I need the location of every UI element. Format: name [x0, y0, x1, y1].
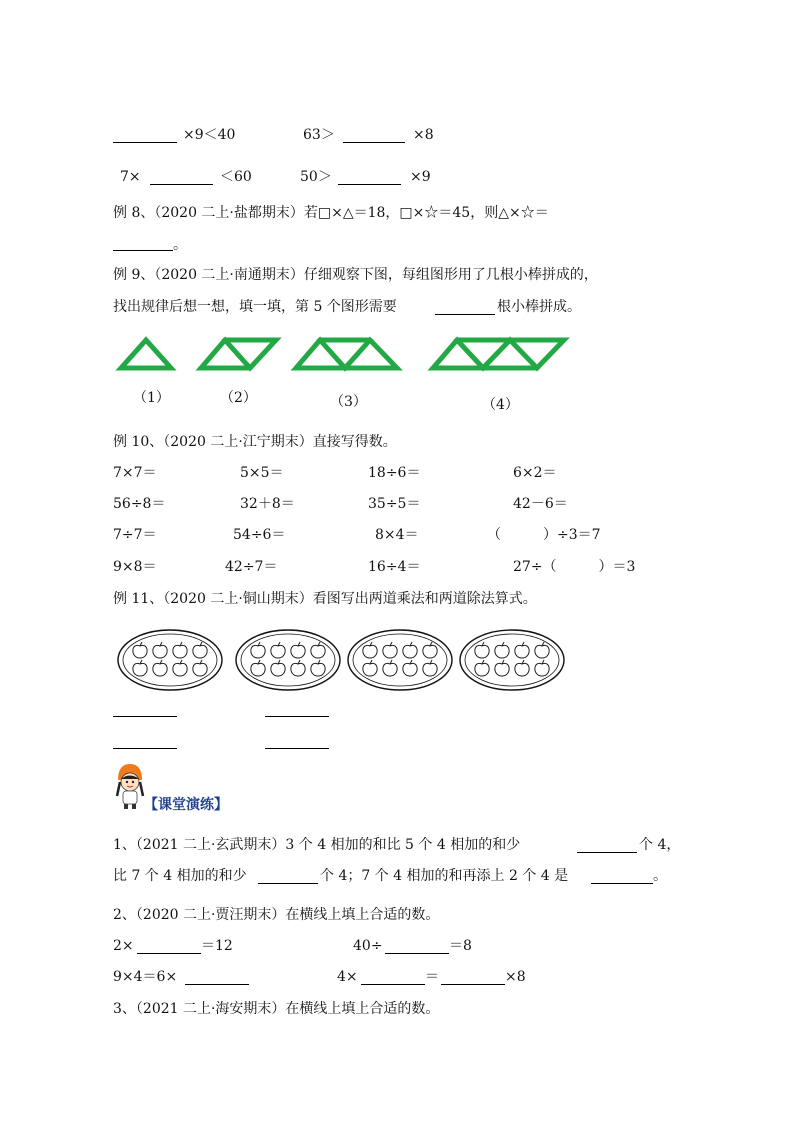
q2-blank-3[interactable]	[185, 984, 249, 985]
ex8-blank[interactable]	[113, 250, 173, 251]
apple-icon	[535, 642, 549, 658]
q1-text-e: 。	[653, 868, 667, 884]
apple-icon	[133, 660, 147, 676]
expr-r2c: 50＞	[300, 169, 332, 185]
apple-plate	[236, 630, 340, 690]
blank-4[interactable]	[338, 184, 401, 185]
answer-blank-2[interactable]	[265, 716, 329, 717]
q2-r2a: 9×4＝6×	[113, 969, 178, 985]
q2-blank-2[interactable]	[385, 953, 449, 954]
ex9-line2b: 根小棒拼成。	[497, 299, 581, 315]
apple-icon	[193, 660, 207, 676]
calc-r3c4: （ ）÷3＝7	[487, 527, 601, 543]
apple-plate	[460, 630, 564, 690]
q2-text: 2、（2020 二上·贾汪期末）在横线上填上合适的数。	[113, 907, 440, 923]
calc-r3c2: 54÷6＝	[233, 527, 286, 543]
calc-r3c3: 8×4＝	[375, 527, 419, 543]
apple-icon	[403, 642, 417, 658]
expr-r1b: 63＞	[303, 127, 335, 143]
figure-label-3: （3）	[330, 394, 367, 410]
calc-r2c1: 56÷8＝	[113, 496, 166, 512]
q2-r1d: ＝8	[449, 938, 472, 954]
answer-blank-1[interactable]	[113, 716, 177, 717]
calc-r2c3: 35÷5＝	[368, 496, 421, 512]
figure-label-1: （1）	[133, 390, 170, 406]
apple-icon	[173, 642, 187, 658]
apple-icon	[153, 660, 167, 676]
calc-r2c4: 42－6＝	[513, 496, 568, 512]
blank-2[interactable]	[343, 142, 405, 143]
q2-r2b: 4×	[337, 969, 358, 985]
apple-icon	[291, 660, 305, 676]
ex11-title: 例 11、（2020 二上·铜山期末）看图写出两道乘法和两道除法算式。	[113, 591, 537, 607]
apple-icon	[291, 642, 305, 658]
apple-icon	[133, 642, 147, 658]
q1-blank-3[interactable]	[591, 883, 653, 884]
apple-icon	[475, 660, 489, 676]
blank-1[interactable]	[113, 142, 177, 143]
apple-icon	[271, 660, 285, 676]
apple-plates	[0, 626, 794, 696]
figure-label-2: （2）	[220, 390, 257, 406]
answer-blank-4[interactable]	[265, 748, 329, 749]
apple-icon	[515, 642, 529, 658]
ex9-blank[interactable]	[435, 314, 495, 315]
q2-r1b: ＝12	[201, 938, 233, 954]
apple-icon	[193, 642, 207, 658]
apple-icon	[363, 660, 377, 676]
ex8-text: 例 8、（2020 二上·盐都期末）若□×△＝18，□×☆＝45，则△×☆＝	[113, 205, 549, 221]
figure-1	[121, 340, 171, 368]
q1-blank-2[interactable]	[258, 883, 318, 884]
answer-blank-3[interactable]	[113, 748, 177, 749]
figure-label-4: （4）	[482, 397, 519, 413]
apple-icon	[515, 660, 529, 676]
ex10-title: 例 10、（2020 二上·江宁期末）直接写得数。	[113, 434, 397, 450]
ex9-line2a: 找出规律后想一想，填一填，第 5 个图形需要	[113, 299, 397, 315]
calc-r1c2: 5×5＝	[240, 465, 284, 481]
q2-r2d: ×8	[505, 969, 526, 985]
apple-icon	[311, 642, 325, 658]
triangle-figures	[0, 332, 794, 392]
figure-4	[433, 340, 564, 368]
q2-blank-5[interactable]	[441, 984, 505, 985]
expr-r1c: ×8	[413, 127, 434, 143]
figure-2	[201, 340, 276, 368]
calc-r1c3: 18÷6＝	[368, 465, 421, 481]
apple-icon	[311, 660, 325, 676]
q1-blank-1[interactable]	[577, 852, 637, 853]
blank-3[interactable]	[150, 184, 213, 185]
apple-icon	[423, 642, 437, 658]
calc-r4c1: 9×8＝	[113, 559, 157, 575]
ex8-end: 。	[173, 237, 187, 253]
q1-text-d: 个 4；7 个 4 相加的和再添上 2 个 4 是	[320, 868, 569, 884]
q1-text-b: 个 4，	[639, 837, 681, 853]
calc-r4c4: 27÷（ ）＝3	[513, 559, 636, 575]
q2-r2c: ＝	[425, 969, 439, 985]
apple-icon	[495, 642, 509, 658]
calc-r1c1: 7×7＝	[113, 465, 157, 481]
calc-r4c3: 16÷4＝	[368, 559, 421, 575]
ex9-line1: 例 9、（2020 二上·南通期末）仔细观察下图，每组图形用了几根小棒拼成的，	[113, 267, 598, 283]
q2-blank-1[interactable]	[137, 953, 201, 954]
expr-r2d: ×9	[410, 169, 431, 185]
apple-icon	[173, 660, 187, 676]
expr-r1a: ×9＜40	[183, 127, 236, 143]
q3-text: 3、（2021 二上·海安期末）在横线上填上合适的数。	[113, 1001, 440, 1017]
apple-icon	[363, 642, 377, 658]
q1-text-a: 1、（2021 二上·玄武期末）3 个 4 相加的和比 5 个 4 相加的和少	[113, 837, 521, 853]
apple-icon	[423, 660, 437, 676]
figure-3	[296, 340, 397, 368]
apple-plate	[118, 630, 222, 690]
calc-r4c2: 42÷7＝	[225, 559, 278, 575]
q1-text-c: 比 7 个 4 相加的和少	[113, 868, 247, 884]
q2-blank-4[interactable]	[361, 984, 425, 985]
expr-r2b: ＜60	[220, 169, 252, 185]
apple-icon	[271, 642, 285, 658]
apple-icon	[153, 642, 167, 658]
apple-plate	[348, 630, 452, 690]
expr-r2a: 7×	[120, 169, 141, 185]
mascot-girl-icon	[112, 762, 148, 810]
q2-r1c: 40÷	[353, 938, 383, 954]
apple-icon	[403, 660, 417, 676]
q2-r1a: 2×	[113, 938, 134, 954]
apple-icon	[475, 642, 489, 658]
calc-r1c4: 6×2＝	[513, 465, 557, 481]
apple-icon	[251, 642, 265, 658]
calc-r3c1: 7÷7＝	[113, 527, 157, 543]
apple-icon	[251, 660, 265, 676]
section-header: 【课堂演练】	[144, 797, 228, 813]
apple-icon	[383, 660, 397, 676]
apple-icon	[495, 660, 509, 676]
apple-icon	[383, 642, 397, 658]
calc-r2c2: 32＋8＝	[240, 496, 295, 512]
apple-icon	[535, 660, 549, 676]
